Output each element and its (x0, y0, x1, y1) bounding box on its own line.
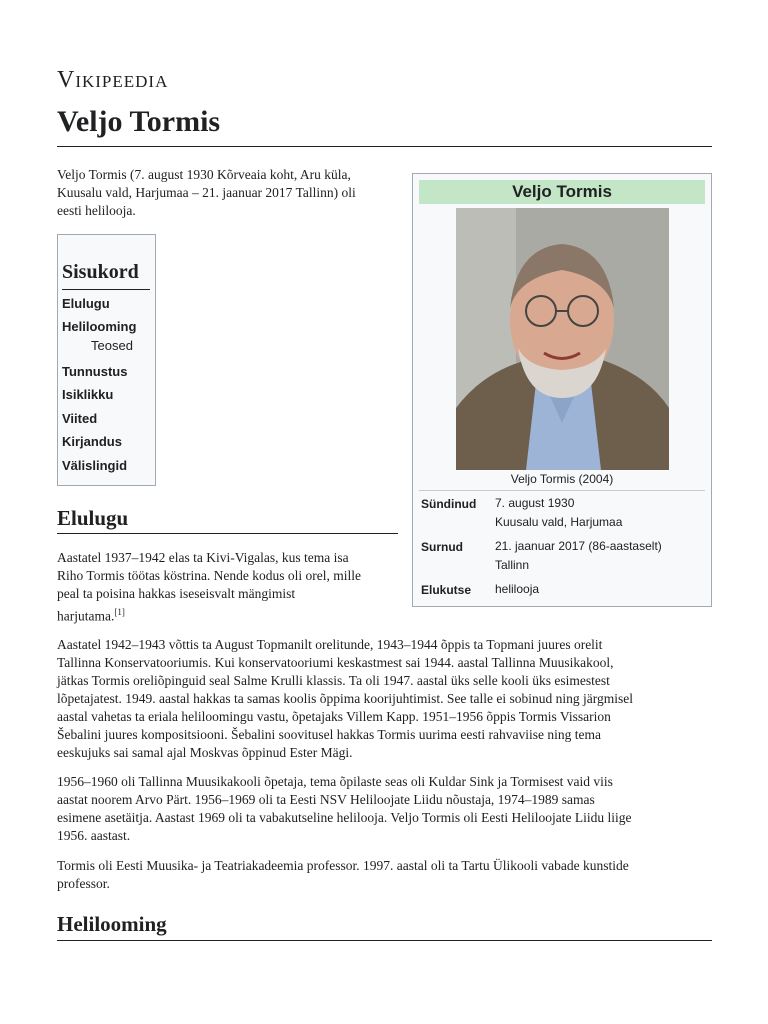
table-of-contents (57, 234, 156, 486)
section-heading-elulugu: Elulugu (57, 506, 129, 530)
paragraph-line: Riho Tormis töötas köstrina. Nende kodus oli orel, mille (57, 568, 362, 583)
toc-item-elulugu[interactable]: Elulugu (62, 296, 110, 311)
infobox-divider (419, 490, 705, 491)
toc-item-tunnustus[interactable]: Tunnustus (62, 364, 128, 379)
site-logo[interactable]: Vikipeedia (57, 67, 169, 93)
paragraph-line-text: harjutama. (57, 608, 115, 624)
infobox-label-occupation: Elukutse (421, 583, 472, 597)
paragraph-line: eeskujuks sai samal ajal Moskvas õppinud Ester Mägi. (57, 745, 353, 760)
paragraph-line: Šebalini juures kompositsiooni. Šebalini soovitusel hakkas Tormis uurima eesti rahvaviise ning tema (57, 727, 601, 742)
toc-item-kirjandus[interactable]: Kirjandus (62, 434, 122, 449)
paragraph-line: lõpetajatest. 1949. aastal hakkas ta samas koolis õppima koorijuhtimist. See talle ei sobinud ning järgmisel (57, 691, 634, 706)
infobox-value-born (495, 494, 622, 532)
section-divider (57, 533, 398, 534)
toc-item-viited[interactable]: Viited (62, 411, 98, 426)
born-place-link[interactable]: Kuusalu vald, Harjumaa (495, 515, 623, 529)
infobox (412, 173, 712, 607)
elulugu-paragraph-4 (57, 857, 712, 893)
portrait-photo[interactable] (456, 208, 669, 470)
section-divider (57, 940, 712, 941)
reference-link[interactable]: [1] (114, 607, 125, 617)
toc-title: Sisukord (62, 261, 139, 283)
toc-item-valislingid[interactable]: Välislingid (62, 458, 128, 473)
paragraph-line: professor. (57, 876, 110, 891)
paragraph-line: Aastatel 1937–1942 elas ta Kivi-Vigalas, kus tema isa (57, 550, 349, 565)
page-title: Veljo Tormis (57, 105, 221, 138)
paragraph-line (57, 603, 398, 626)
died-date-link[interactable]: 21. jaanuar 2017 (86-aastaselt) (495, 539, 662, 553)
occupation-value: helilooja (495, 582, 540, 596)
died-place-link[interactable]: Tallinn (495, 558, 530, 572)
paragraph-line: Tormis oli Eesti Muusika- ja Teatriakadeemia professor. 1997. aastal oli ta Tartu Ülikooli vabade kunstide (57, 858, 629, 873)
paragraph-line: Tallinna Konservatooriumis. Kui konservatooriumi keskastmest sai 1944. aastal Tallinna Muusikakool, (57, 655, 614, 670)
elulugu-paragraph-1 (57, 549, 398, 626)
paragraph-line: peal ta poisina hakkas iseseisvalt mängimist (57, 586, 296, 601)
intro-line: Veljo Tormis (7. august 1930 Kõrveaia koht, Aru küla, (57, 167, 351, 182)
paragraph-line: 1956–1960 oli Tallinna Muusikakooli õpetaja, tema õpilaste seas oli Kuldar Sink ja Tormisest vaid viis (57, 774, 613, 789)
elulugu-paragraph-3 (57, 773, 712, 845)
infobox-label-born: Sündinud (421, 497, 477, 511)
paragraph-line: aastal vahetas ta eriala heliloomingu vastu, õpetajaks Villem Kapp. 1951–1956 õppis Tormis Vissarion (57, 709, 611, 724)
paragraph-line: aastat noorem Arvo Pärt. 1956–1969 oli ta Eesti NSV Heliloojate Liidu nõustaja, 1974–1989 samas (57, 792, 595, 807)
infobox-label-died: Surnud (421, 540, 463, 554)
born-date-link[interactable]: 7. august 1930 (495, 496, 575, 510)
paragraph-line: Aastatel 1942–1943 võttis ta August Topmanilt orelitunde, 1943–1944 õppis ta Topmani juures orelit (57, 637, 603, 652)
infobox-value-occupation (495, 580, 539, 599)
intro-paragraph (57, 166, 398, 220)
photo-caption: Veljo Tormis (2004) (510, 472, 614, 486)
section-heading-helilooming: Helilooming (57, 912, 167, 936)
paragraph-line: jätkas Tormis oreliõpinguid seal Salme Krulli klassis. Ta oli 1947. aastal üks selle kooli üks esimestest (57, 673, 610, 688)
paragraph-line: 1956. aastast. (57, 828, 131, 843)
infobox-title: Veljo Tormis (419, 180, 705, 204)
elulugu-paragraph-2 (57, 636, 712, 762)
intro-line: Kuusalu vald, Harjumaa – 21. jaanuar 2017 Tallinn) oli (57, 185, 356, 200)
intro-line: eesti helilooja. (57, 203, 136, 218)
infobox-value-died (495, 537, 662, 575)
toc-item-teosed[interactable]: Teosed (91, 338, 133, 353)
toc-divider (62, 289, 150, 290)
toc-item-isiklikku[interactable]: Isiklikku (62, 387, 114, 402)
paragraph-line: esimene asetäitja. Aastast 1969 oli ta vabakutseline helilooja. Veljo Tormis oli Eesti Heliloojate Liidu liige (57, 810, 632, 825)
toc-item-helilooming[interactable]: Helilooming (62, 319, 137, 334)
title-divider (57, 146, 712, 147)
